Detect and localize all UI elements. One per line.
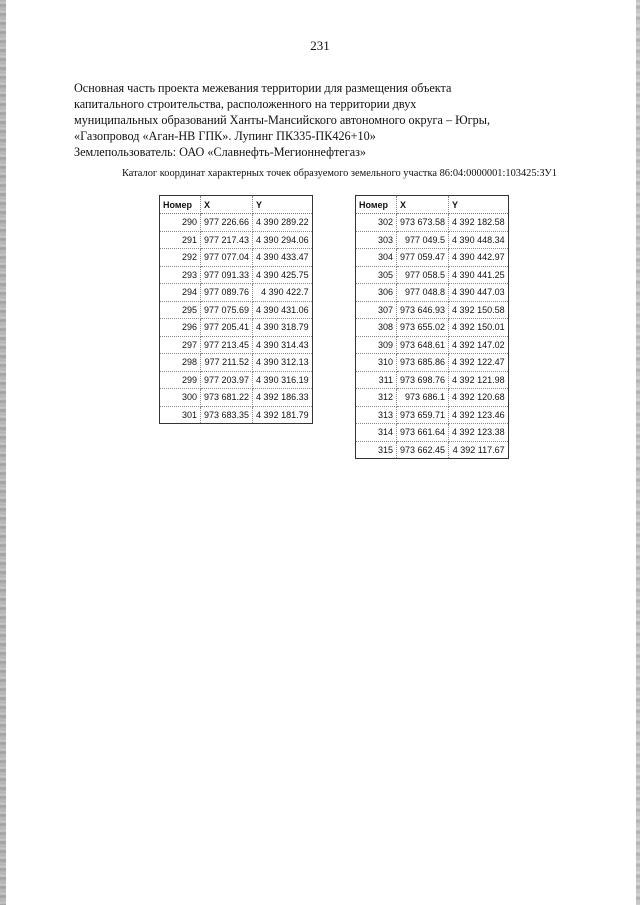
y-coordinate-cell: 4 390 431.06 <box>253 301 313 319</box>
point-number-cell: 314 <box>356 424 397 442</box>
table-row <box>356 319 509 337</box>
y-coordinate-cell: 4 392 122.47 <box>449 354 509 372</box>
table-row <box>160 301 313 319</box>
point-number-cell: 306 <box>356 284 397 302</box>
point-number-cell: 315 <box>356 441 397 459</box>
point-number-cell: 308 <box>356 319 397 337</box>
point-number-cell: 309 <box>356 336 397 354</box>
y-coordinate-cell: 4 390 447.03 <box>449 284 509 302</box>
scan-edge-right <box>636 0 640 905</box>
x-coordinate-cell: 977 226.66 <box>201 214 253 232</box>
y-coordinate-cell: 4 392 182.58 <box>449 214 509 232</box>
y-coordinate-cell: 4 392 120.68 <box>449 389 509 407</box>
point-number-cell: 305 <box>356 266 397 284</box>
table-row <box>160 214 313 232</box>
point-number-cell: 307 <box>356 301 397 319</box>
scan-edge-left <box>0 0 6 905</box>
y-coordinate-cell: 4 392 181.79 <box>256 409 309 420</box>
x-coordinate-cell: 973 646.93 <box>397 301 449 319</box>
header-line: муниципальных образований Ханты-Мансийского автономного округа – Югры, <box>74 113 491 127</box>
x-coordinate-cell: 977 211.52 <box>201 354 253 372</box>
y-coordinate-cell: 4 392 186.33 <box>253 389 313 407</box>
table-row <box>356 336 509 354</box>
table-header-row <box>356 196 509 214</box>
table-row <box>160 371 313 389</box>
point-number-cell: 312 <box>356 389 397 407</box>
y-coordinate-cell: 4 390 442.97 <box>449 249 509 267</box>
x-coordinate-cell: 977 077.04 <box>201 249 253 267</box>
x-coordinate-cell: 977 217.43 <box>201 231 253 249</box>
coordinate-table-left <box>159 195 313 424</box>
point-number-cell: 291 <box>160 231 201 249</box>
header-line: «Газопровод «Аган-НВ ГПК». Лупинг ПК335-ПК426+10» <box>74 129 376 143</box>
point-number-cell: 310 <box>356 354 397 372</box>
x-coordinate-cell: 977 091.33 <box>201 266 253 284</box>
y-coordinate-cell: 4 392 123.46 <box>449 406 509 424</box>
x-coordinate-cell: 977 049.5 <box>397 231 449 249</box>
column-header-number: Номер <box>356 196 397 214</box>
table-row <box>356 371 509 389</box>
point-number-cell: 304 <box>356 249 397 267</box>
y-coordinate-cell: 4 392 150.58 <box>449 301 509 319</box>
table-row <box>356 354 509 372</box>
column-header-y: Y <box>253 196 313 214</box>
y-coordinate-cell: 4 390 422.7 <box>253 284 313 302</box>
table-row <box>356 406 509 424</box>
point-number-cell: 298 <box>160 354 201 372</box>
header-line: Основная часть проекта межевания территории для размещения объекта <box>74 81 452 95</box>
table-row <box>160 249 313 267</box>
x-coordinate-cell: 977 213.45 <box>201 336 253 354</box>
table-row <box>160 336 313 354</box>
column-header-y: Y <box>449 196 509 214</box>
x-coordinate-cell: 977 203.97 <box>201 371 253 389</box>
y-coordinate-cell: 4 390 316.19 <box>253 371 313 389</box>
y-coordinate-cell: 4 390 314.43 <box>253 336 313 354</box>
table-row <box>160 319 313 337</box>
x-coordinate-cell: 977 089.76 <box>201 284 253 302</box>
y-coordinate-cell: 4 390 294.06 <box>253 231 313 249</box>
x-coordinate-cell: 973 698.76 <box>397 371 449 389</box>
y-coordinate-cell: 4 392 150.01 <box>449 319 509 337</box>
x-coordinate-cell: 977 075.69 <box>201 301 253 319</box>
y-coordinate-cell: 4 392 117.67 <box>452 444 505 455</box>
column-header-number: Номер <box>160 196 201 214</box>
table-row <box>160 389 313 407</box>
column-header-x: X <box>397 196 449 214</box>
table-row <box>356 389 509 407</box>
table-row <box>356 231 509 249</box>
y-coordinate-cell: 4 392 123.38 <box>449 424 509 442</box>
point-number-cell: 302 <box>356 214 397 232</box>
table-row <box>160 284 313 302</box>
x-coordinate-cell: 973 659.71 <box>397 406 449 424</box>
y-coordinate-cell: 4 390 289.22 <box>253 214 313 232</box>
table-row <box>160 406 313 424</box>
document-header <box>74 80 554 160</box>
point-number-cell: 290 <box>160 214 201 232</box>
point-number-cell: 294 <box>160 284 201 302</box>
x-coordinate-cell: 973 683.35 <box>201 406 253 424</box>
x-coordinate-cell: 973 685.86 <box>397 354 449 372</box>
coordinate-table-right <box>355 195 509 459</box>
table-row <box>160 231 313 249</box>
point-number-cell: 296 <box>160 319 201 337</box>
table-row <box>160 354 313 372</box>
point-number-cell: 297 <box>160 336 201 354</box>
y-coordinate-cell: 4 390 441.25 <box>449 266 509 284</box>
header-line: капитального строительства, расположенного на территории двух <box>74 97 417 111</box>
x-coordinate-cell: 977 205.41 <box>201 319 253 337</box>
point-number-cell: 292 <box>160 249 201 267</box>
point-number-cell: 299 <box>160 371 201 389</box>
x-coordinate-cell: 973 662.45 <box>397 441 449 459</box>
y-coordinate-cell: 4 390 433.47 <box>253 249 313 267</box>
x-coordinate-cell: 973 648.61 <box>397 336 449 354</box>
point-number-cell: 300 <box>160 389 201 407</box>
x-coordinate-cell: 977 059.47 <box>397 249 449 267</box>
table-row <box>356 214 509 232</box>
x-coordinate-cell: 973 661.64 <box>397 424 449 442</box>
column-header-x: X <box>201 196 253 214</box>
y-coordinate-cell: 4 390 312.13 <box>253 354 313 372</box>
x-coordinate-cell: 973 673.58 <box>397 214 449 232</box>
y-coordinate-cell: 4 392 147.02 <box>449 336 509 354</box>
table-row <box>356 441 509 459</box>
x-coordinate-cell: 973 681.22 <box>201 389 253 407</box>
table-caption: Каталог координат характерных точек образуемого земельного участка 86:04:0000001:103425:ЗУ1 <box>122 168 557 179</box>
y-coordinate-cell: 4 392 121.98 <box>449 371 509 389</box>
x-coordinate-cell: 973 686.1 <box>397 389 449 407</box>
table-row <box>356 249 509 267</box>
point-number-cell: 303 <box>356 231 397 249</box>
table-header-row <box>160 196 313 214</box>
point-number-cell: 293 <box>160 266 201 284</box>
x-coordinate-cell: 973 655.02 <box>397 319 449 337</box>
point-number-cell: 301 <box>160 406 201 424</box>
header-line: Землепользователь: ОАО «Славнефть-Мегионнефтегаз» <box>74 145 367 159</box>
y-coordinate-cell: 4 390 425.75 <box>253 266 313 284</box>
table-row <box>356 284 509 302</box>
table-row <box>356 424 509 442</box>
y-coordinate-cell: 4 390 318.79 <box>253 319 313 337</box>
page-number: 231 <box>310 38 330 53</box>
x-coordinate-cell: 977 048.8 <box>397 284 449 302</box>
y-coordinate-cell: 4 390 448.34 <box>449 231 509 249</box>
point-number-cell: 295 <box>160 301 201 319</box>
point-number-cell: 311 <box>356 371 397 389</box>
point-number-cell: 313 <box>356 406 397 424</box>
table-row <box>356 301 509 319</box>
x-coordinate-cell: 977 058.5 <box>397 266 449 284</box>
table-row <box>356 266 509 284</box>
table-row <box>160 266 313 284</box>
